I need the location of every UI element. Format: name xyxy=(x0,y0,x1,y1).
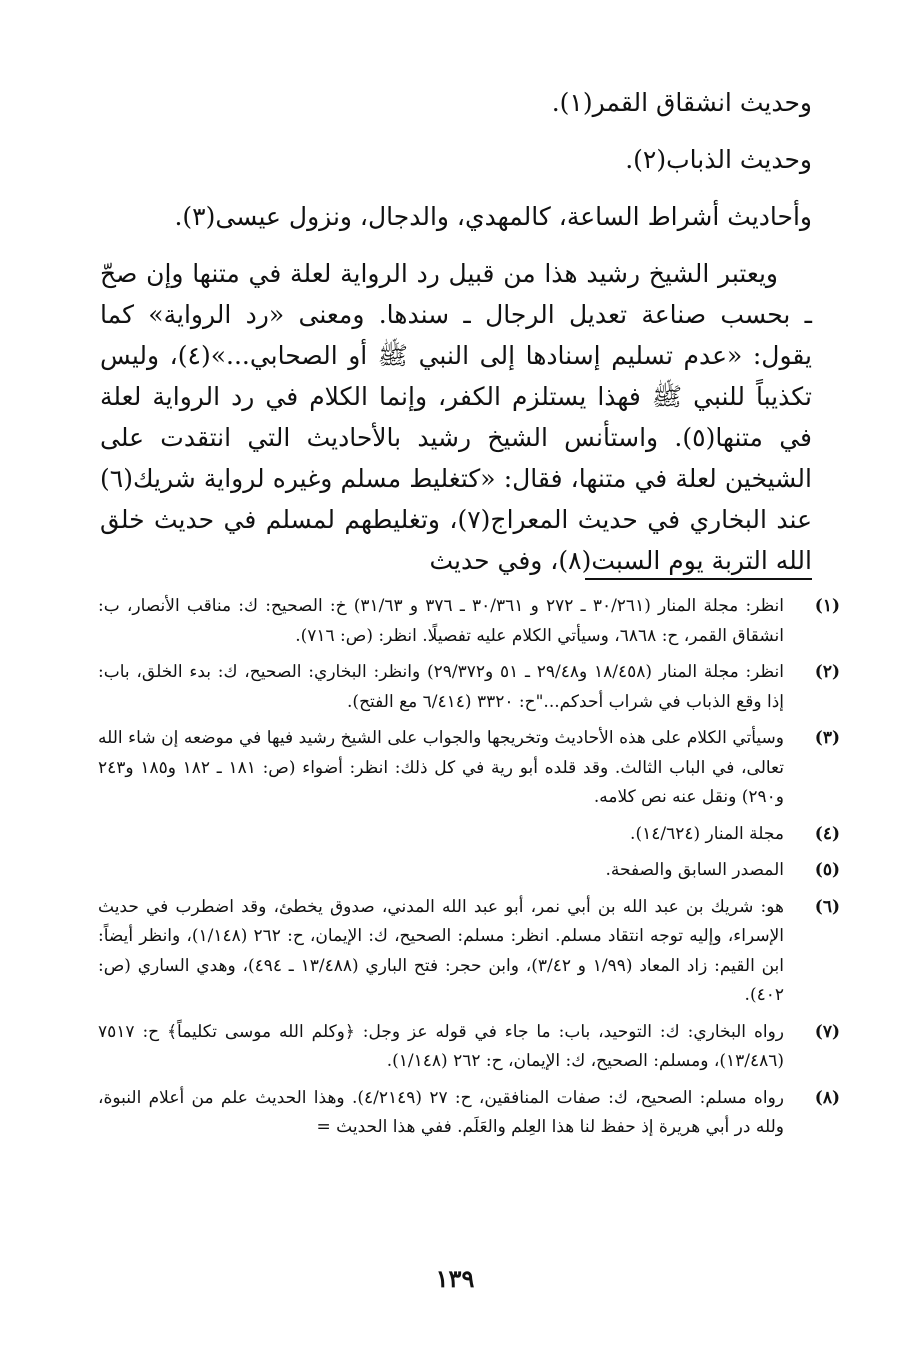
footnote-number: (٣) xyxy=(814,728,840,748)
footnote xyxy=(98,820,840,850)
text-line-moon-splitting: وحديث انشقاق القمر(١). xyxy=(551,88,812,117)
body-paragraph: ويعتبر الشيخ رشيد هذا من قبيل رد الرواية لعلة في متنها وإن صحّ ـ بحسب صناعة تعديل الرجال ـ سندها. ومعنى «رد الرواية» كما يقول: «عدم تسليم إسنادها إلى النبي ﷺ أو الصحابي...»(٤)، وليس تكذيباً للنبي ﷺ فهذا يستلزم الكفر، وإنما الكلام في رد الرواية لعلة في متنها(٥). واستأنس الشيخ رشيد بالأحاديث التي انتقدت على الشيخين لعلة في متنها، فقال: «كتغليط مسلم وغيره لرواية شريك(٦) عند البخاري في حديث المعراج(٧)، وتغليطهم لمسلم في حديث خلق الله التربة يوم السبت(٨)، وفي حديث xyxy=(100,259,813,575)
footnotes xyxy=(98,592,840,1150)
footnote xyxy=(98,592,840,651)
footnote-number: (٤) xyxy=(814,823,840,844)
footnote xyxy=(98,893,840,1011)
footnote-text: انظر: مجلة المنار (١٨/٤٥٨ و٢٩/٤٨ ـ ٥١ و٢٩/٣٧٢) وانظر: البخاري: الصحيح، ك: بدء الخلق، باب: إذا وقع الذباب في شراب أحدكم..."ح: ٣٣٢٠ (٦/٤١٤ مع الفتح). xyxy=(98,662,784,712)
footnote-number: (٨) xyxy=(814,1087,840,1108)
footnote-text: المصدر السابق والصفحة. xyxy=(605,860,784,880)
footnote xyxy=(98,724,840,813)
footnote xyxy=(98,658,840,717)
footnote-divider xyxy=(585,578,812,580)
text-line-signs-of-hour: وأحاديث أشراط الساعة، كالمهدي، والدجال، ونزول عيسى(٣). xyxy=(174,202,812,231)
footnote-text: رواه مسلم: الصحيح، ك: صفات المنافقين، ح: ٢٧ (٤/٢١٤٩). وهذا الحديث علم من أعلام النبوة، ولله در أبي هريرة إذ حفظ لنا هذا العِلم والعَلَم. ففي هذا الحديث = xyxy=(98,1087,784,1137)
page-number: ١٣٩ xyxy=(435,1264,475,1293)
footnote-text: وسيأتي الكلام على هذه الأحاديث وتخريجها والجواب على الشيخ رشيد فيها في موضعه إن شاء الله تعالى، في الباب الثالث. وقد قلده أبو رية في كل ذلك: انظر: أضواء (ص: ١٨١ ـ ١٨٢ و١٨٥ و٢٤٣ و٢٩٠) ونقل عنه نص كلامه. xyxy=(98,728,784,807)
footnote xyxy=(98,1018,840,1077)
footnote-number: (٧) xyxy=(814,1021,840,1042)
footnote-text: هو: شريك بن عبد الله بن أبي نمر، أبو عبد الله المدني، صدوق يخطئ، وقد اضطرب في حديث الإسراء، وإليه توجه انتقاد مسلم. انظر: مسلم: الصحيح، ك: الإيمان، ح: ٢٦٢ (١/١٤٨)، وانظر أيضاً: ابن القيم: زاد المعاد (١/٩٩ و ٣/٤٢)، وابن حجر: فتح الباري (١٣/٤٨٨ ـ ٤٩٤)، وهدي الساري (ص: ٤٠٢). xyxy=(98,896,784,1005)
footnote-text: انظر: مجلة المنار (٣٠/٢٦١ ـ ٢٧٢ و ٣٠/٣٦١ ـ ٣٧٦ و ٣١/٦٣) خ: الصحيح: ك: مناقب الأنصار، ب: انشقاق القمر، ح: ٦٨٦٨، وسيأتي الكلام عليه تفصيلًا. انظر: (ص: ٧١٦). xyxy=(98,596,784,646)
footnote-text: رواه البخاري: ك: التوحيد، باب: ما جاء في قوله عز وجل: ﴿وكلم الله موسى تكليماً﴾ ح: ٧٥١٧ (١٣/٤٨٦)، ومسلم: الصحيح، ك: الإيمان، ح: ٢٦٢ (١/١٤٨). xyxy=(98,1021,784,1071)
footnote xyxy=(98,856,840,886)
footnote-text: مجلة المنار (١٤/٦٢٤). xyxy=(630,823,784,844)
footnote xyxy=(98,1084,840,1143)
text-line-fly-hadith: وحديث الذباب(٢). xyxy=(625,145,812,174)
main-text xyxy=(100,82,812,581)
footnote-number: (١) xyxy=(814,596,840,616)
footnote-number: (٦) xyxy=(814,896,840,917)
footnote-number: (٥) xyxy=(814,860,840,880)
footnote-number: (٢) xyxy=(814,662,840,682)
